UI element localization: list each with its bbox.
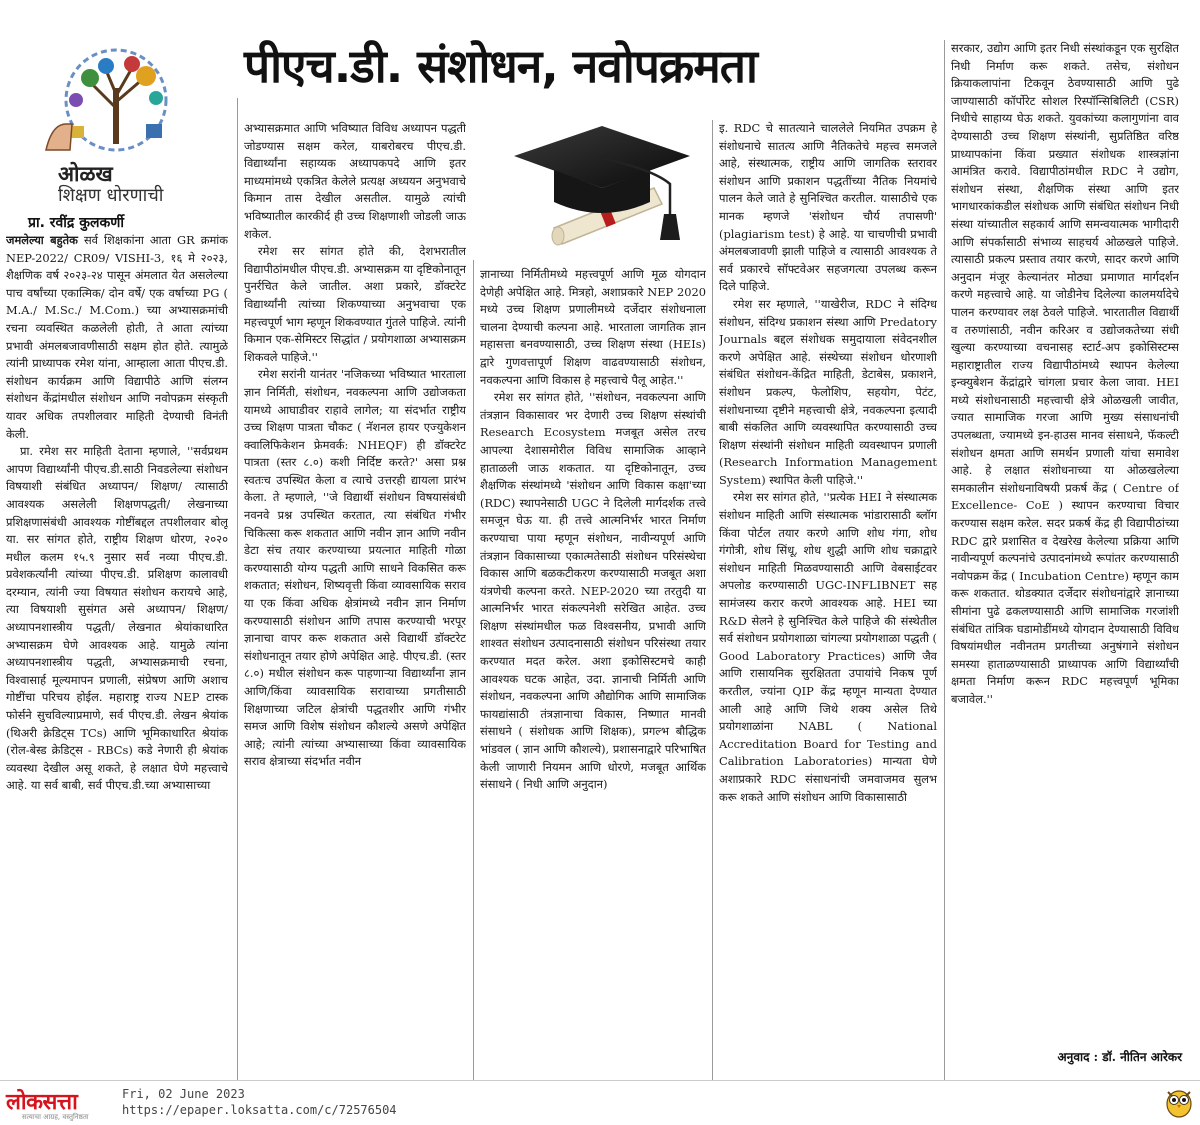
series-subtitle: शिक्षण धोरणाची (58, 185, 164, 206)
series-tag: ओळख (58, 162, 113, 186)
source-url[interactable]: https://epaper.loksatta.com/c/72576504 (122, 1103, 397, 1117)
article-column-4 (719, 120, 937, 1078)
column-rule (944, 40, 945, 1080)
paragraph: रमेश सर सांगत होते की, देशभरातील विद्यापीठांमधील पीएच.डी. अभ्यासक्रम या दृष्टिकोनातून पुनर्रचित केले जातील. अशा प्रकारे, डॉक्टरेट विद्यार्थ्यांनी त्यांच्या शिकण्याच्या अनुभवाचा एक महत्त्वपूर्ण भाग म्हणून शिकवण्यात गुंतले पाहिजे. त्यांनी किमान एक-सेमिस्टर सिद्धांत / प्रयोगशाळा अभ्यासक्रम शिकवले पाहिजे.'' (244, 244, 466, 364)
article-column-2 (244, 120, 466, 1078)
publication-date: Fri, 02 June 2023 (122, 1087, 245, 1101)
paragraph: सरकार, उद्योग आणि इतर निधी संस्थांकडून एक सुरक्षित निधी निर्माण करू शकते. तसेच, संशोधन क्रियाकलापांना टिकवून ठेवण्यासाठी आणि पुढे जाण्यासाठी कॉर्पोरेट सोशल रिस्पॉन्सिबिलिटी (CSR) निधीचे साहाय्य घेऊ शकते. युवकांच्या कलागुणांना वाव देण्यासाठी उच्च शिक्षण संस्थांनी, सुप्रतिष्ठित वरिष्ठ प्राध्यापकांना किंवा प्रख्यात संशोधक शास्त्रज्ञांना आमंत्रित करावे. विद्यापीठांमधील RDC ने उद्योग, संशोधन संस्था, शैक्षणिक संस्था आणि इतर भागधारकांकडील संशोधक आणि संबंधित संशोधन निधी संस्था यांच्यातील सहकार्य आणि समन्वयात्मक भागीदारी आणि संपर्कासाठी संभाव्य साहचर्य ओळखले पाहिजे. त्यासाठी प्रकल्प प्रस्ताव तयार करणे, सादर करणे आणि अनुदान मंजूर केल्यानंतर मोठ्या प्रमाणात मार्गदर्शन करणे महत्त्वाचे आहे. या जोडीनेच दिलेल्या कालमर्यादेचे पालन करण्यावर लक्ष ठेवले पाहिजे. भारतातील विद्यार्थी व तरुणांसाठी, नवीन करिअर व उद्योजकतेच्या संधी खुल्या करण्याच्या वचनासह स्टार्ट-अप इकोसिस्टम्स महाराष्ट्रातील राज्य विद्यापीठांमध्ये स्थापन केलेल्या इन्क्युबेशन केंद्रांद्वारे चांगला प्रचार केला जावा. HEI मध्ये संशोधनासाठी महत्त्वाची क्षेत्रे ओळखली जावीत, ज्यात सामाजिक गरजा आणि मुख्य संसाधनांची उपलब्धता, ज्यामध्ये इन-हाउस मानव संसाधने, फॅकल्टी संशोधन क्षमता आणि समर्थन प्रणाली यांचा समावेश आहे. हे लक्षात संशोधनाच्या या ओळखलेल्या समकालीन संशोधनाविषयी प्रकर्ष केंद्र ( Centre of Excellence- CoE ) स्थापन करण्याचा विचार करण्यास सक्षम करेल. सदर प्रकर्ष केंद्र ही विद्यापीठांच्या RDC द्वारे प्रशासित व देखरेख केलेल्या प्रक्रिया आणि नावीन्यपूर्ण कल्पनांचे उत्पादनांमध्ये रूपांतर करण्यासाठी नवोपक्रम केंद्र ( Incubation Centre) म्हणून काम करू शकतात. थोडक्यात दर्जेदार संशोधनांद्वारे ज्ञानाच्या सीमांना पुढे ढकलण्यासाठी आणि सामाजिक गरजांशी संबंधित तांत्रिक घडामोडींमध्ये योगदान देण्यासाठी विविध विषयांमधील नवीनतम प्रगतीच्या अनुषंगाने संशोधन समस्या हाताळण्यासाठी प्राध्यापक आणि विद्यार्थ्यांची क्षमता निर्माण करून RDC महत्त्वपूर्ण भूमिका बजावेल.'' (951, 41, 1179, 706)
article-column-3 (480, 266, 706, 1078)
owl-icon (1164, 1086, 1194, 1118)
graduation-cap-diploma-icon (484, 108, 704, 258)
byline: प्रा. रवींद्र कुलकर्णी (28, 215, 124, 231)
paragraph: अभ्यासक्रमात आणि भविष्यात विविध अध्यापन पद्धती जोडण्यास सक्षम करेल, याबरोबरच पीएच.डी. विद्यार्थ्यांना सहाय्यक अध्यापकपदे आणि इतर माध्यमांमध्ये एकत्रित केलेले प्रत्यक्ष अध्ययन अनुभवाचे किमान तास देखील असतील. यामुळे त्यांची भविष्यातील कारकीर्द ही उच्च शिक्षणाशी जोडली जाऊ शकेल. (244, 121, 466, 241)
article-column-5 (951, 40, 1179, 1044)
page-title: पीएच.डी. संशोधन, नवोपक्रमता (244, 39, 757, 93)
paragraph: रमेश सर म्हणाले, ''याखेरीज, RDC ने संदिग्ध संशोधन, संदिग्ध प्रकाशन संस्था आणि Predatory Journals बद्दल संशोधक समुदायाला संवेदनशील करणे अपेक्षित आहे. संस्थेच्या संशोधन धोरणाशी संबंधित संशोधन-केंद्रित माहिती, डेटाबेस, प्रकाशने, संशोधन प्रकल्प, फेलोशिप, सहयोग, पेटंट, संशोधनाच्या दृष्टीने महत्त्वाची क्षेत्रे, नवकल्पना इत्यादी बाबी संकलित आणि व्यवस्थापित करण्यासाठी उच्च शिक्षण संस्थांनी संशोधन माहिती व्यवस्थापन प्रणाली (Research Information Management System) स्थापित केली पाहिजे.'' (719, 296, 937, 487)
paragraph: रमेश सर सांगत होते, ''संशोधन, नवकल्पना आणि तंत्रज्ञान विकासावर भर देणारी उच्च शिक्षण संस्थांची Research Ecosystem मजबूत असेल तरच आपल्या देशासमोरील विविध सामाजिक आव्हाने हाताळली जाऊ शकतात. या दृष्टिकोनातून, उच्च शैक्षणिक संस्थांमध्ये 'संशोधन आणि विकास कक्षा'च्या (RDC) स्थापनेसाठी UGC ने दिलेली मार्गदर्शक तत्त्वे समजून घेऊ या. ही तत्त्वे आत्मनिर्भर भारत निर्माण करण्याचा पाया म्हणून संशोधन, नावीन्यपूर्ण आणि तंत्रज्ञान विकासाच्या एकात्मतेसाठी संशोधन परिसंस्थेचा विकास आणि बळकटीकरण करण्यासाठी मजबूत अशा यंत्रणेची कल्पना करते. NEP-2020 च्या तरतुदी या आत्मनिर्भर भारत संकल्पनेशी सरेखित आहेत. उच्च शिक्षण संस्थांमधील फळ विश्वसनीय, प्रभावी आणि शाश्वत संशोधन उत्पादनासाठी संशोधन परिसंस्था तयार करण्यात मदत करेल. अशा इकोसिस्टमचे काही आवश्यक घटक आहेत, उदा. ज्ञानाची निर्मिती आणि संशोधन, नवकल्पना आणि औद्योगिक आणि सामाजिक फायद्यांसाठी तंत्रज्ञानाचा विकास, निष्णात मानवी संसाधने ( संशोधक आणि शिक्षक), प्रगल्भ बौद्धिक भांडवल ( ज्ञान आणि कौशल्ये), प्रशासनाद्वारे परिभाषित केली जाणारी नियमन आणि धोरणे, मजबूत आर्थिक संसाधने ( निधी आणि अनुदान) (480, 390, 706, 792)
tree-hand-logo-icon (6, 48, 228, 160)
brand-tagline: सत्याचा आग्रह, वस्तुनिष्ठता (22, 1113, 89, 1121)
lead-in: जमलेल्या बहुतेक (6, 233, 78, 247)
column-rule (237, 98, 238, 1080)
article-column-1 (6, 232, 228, 1078)
footer-rule (0, 1080, 1200, 1081)
paragraph: इ. RDC चे सातत्याने चाललेले नियमित उपक्रम हे संशोधनाचे सातत्य आणि नैतिकतेचे महत्त्व समजले आहे, संस्थात्मक, राष्ट्रीय आणि जागतिक स्तरावर संशोधन आणि प्रकाशन पद्धतींच्या नैतिक नियमांचे पालन केले जाते हे सुनिश्चित करतील. यासाठीचे एक मानक म्हणजे 'संशोधन चौर्य तपासणी' (plagiarism test) हे आहे. या चाचणीची प्रभावी अंमलबजावणी झाली पाहिजे व त्यासाठी आवश्यक ते सर्व प्रकारचे सॉफ्टवेअर सहजगत्या उपलब्ध करून दिले पाहिजे. (719, 121, 937, 294)
paragraph: प्रा. रमेश सर माहिती देताना म्हणाले, ''सर्वप्रथम आपण विद्यार्थ्यांनी पीएच.डी.साठी निवडलेल्या संशोधन विषयाशी संबंधित अध्यापन/ शिक्षण/ त्यासाठी आवश्यक असलेली शिक्षणपद्धती/ लेखनाच्या प्रशिक्षणासंबंधी आवश्यक गोष्टींबद्दल तपशीलवार बोलू या. सर सांगत होते, राष्ट्रीय शिक्षण धोरण, २०२० मधील कलम १५.९ नुसार सर्व नव्या पीएच.डी. प्रवेशकर्त्यांनी त्यांच्या पीएच.डी. प्रशिक्षण कालावधी दरम्यान, त्यांनी ज्या विषयात संशोधन करायचे आहे, त्या विषयाशी सुसंगत असे अध्यापन/ शिक्षण/ अध्यापनशास्त्रीय पद्धती/ लेखनात श्रेयांकाधारित अभ्यासक्रम घेणे आवश्यक आहे. यामुळे त्यांना अध्यापनशास्त्रीय पद्धती, अभ्यासक्रमाची रचना, विश्वासार्ह मूल्यमापन प्रणाली, संप्रेषण आणि अशाच गोष्टींचा परिचय होईल. महाराष्ट्र राज्य NEP टास्क फोर्सने सुचविल्याप्रमाणे, सर्व पीएच.डी. लेखन श्रेयांक (थिअरी क्रेडिट्स TCs) आणि भूमिकाधारित श्रेयांक (रोल-बेस्ड क्रेडिट्स - RBCs) कडे नेणारी ही श्रेयांक व्यवस्था देखील असू शकते, हे लक्षात घेणे महत्त्वाचे आहे. या सर्व बाबी, सर्व पीएच.डी.च्या अभ्यासाच्या (6, 444, 228, 793)
paragraph: रमेश सरांनी यानंतर 'नजिकच्या भविष्यात भारताला ज्ञान निर्मिती, संशोधन, नवकल्पना आणि उद्योजकता यामध्ये आघाडीवर राहावे लागेल; या संदर्भात राष्ट्रीय उच्च शिक्षण पात्रता चौकट ( नॅशनल हायर एज्युकेशन क्वालिफिकेशन फ्रेमवर्क: NHEQF) ही डॉक्टरेट पात्रता (स्तर ८.०) कशी निर्दिष्ट करते?' असा प्रश्न स्वतःच उपस्थित केला व त्याचे उत्तरही द्यायला प्रारंभ केला. ते म्हणाले, ''जे विद्यार्थी संशोधन विषयासंबंधी नवनवे प्रश्न उपस्थित करतात, त्या संबंधित गंभीर चिकित्सा करू शकतात आणि नवीन ज्ञान आणि नवीन डेटा संच तयार करण्याच्या प्रयत्नात माहिती गोळा करण्यासाठी योग्य पद्धती आणि साधने विकसित करू शकतात; संशोधन, शिष्यवृत्ती किंवा व्यावसायिक सराव या एक किंवा अधिक क्षेत्रांमध्ये नवीन ज्ञान निर्माण करण्यासाठी संशोधन आणि तपास करण्याची भरपूर ज्ञानाचा वापर करू शकतात असे विद्यार्थी डॉक्टरेट संशोधनातून तयार होणे अपेक्षित आहे. पीएच.डी. (स्तर ८.०) मधील संशोधन करू पाहणाऱ्या विद्यार्थ्यांना ज्ञान आणि/किंवा व्यावसायिक सरावाच्या प्रगतीसाठी शिक्षणाच्या जटिल क्षेत्रांची पद्धतशीर आणि गंभीर समज आणि विशेष संशोधन कौशल्ये असणे अपेक्षित आहे; त्यांनी त्यांच्या अभ्यासाच्या किंवा व्यावसायिक सराव क्षेत्राच्या संदर्भात नवीन (244, 367, 466, 769)
paragraph (6, 232, 228, 443)
column-rule (712, 120, 713, 1080)
column-rule (473, 260, 474, 1080)
brand-logo: लोकसत्ता (6, 1090, 78, 1115)
paragraph: रमेश सर सांगत होते, ''प्रत्येक HEI ने संस्थात्मक संशोधन माहिती आणि संस्थात्मक भांडारासाठी ब्लॉग किंवा पोर्टल तयार करणे आणि शोध गंगा, शोध गंगोत्री, शोध सिंधू, शोध शुद्धी आणि शोध चक्राद्वारे संशोधन माहिती मिळवण्यासाठी आणि वेबसाईटवर अपलोड करण्यासाठी UGC-INFLIBNET सह सामंजस्य करार करणे आवश्यक आहे. HEI च्या R&D सेलने हे सुनिश्चित केले पाहिजे की संस्थेतील सर्व संशोधन प्रयोगशाळा चांगल्या प्रयोगशाळा पद्धती ( Good Laboratory Practices) आणि जैव आणि रासायनिक सुरक्षितता उपायांचे निकष पूर्ण करतील, ज्यांना QIP केंद्र म्हणून मान्यता देण्यात आली आहे आणि जिथे शक्य असेल तिथे प्रयोगशाळांना NABL ( National Accreditation Board for Testing and Calibration Laboratories) मान्यता घेणे अशाप्रकारे RDC संसाधनांची जमवाजमव सुलभ करू शकते आणि संशोधन आणि विकासासाठी (719, 490, 937, 804)
paragraph-text: सर्व शिक्षकांना आता GR क्रमांक NEP-2022/ CR09/ VISHI-3, १६ मे २०२३, शैक्षणिक वर्ष २०२३-२४ पासून अंमलात येत असलेल्या पाच वर्षांच्या एकात्मिक/ दोन वर्षे/ एक वर्षाच्या PG ( M.A./ M.Sc./ M.Com.) च्या अभ्यासक्रमांची रचना व्यवस्थित कळलेली होती, ते आता त्यांच्या प्रभावी अंमलबजावणीसाठी सक्षम होत होते. त्यामुळे त्यांनी प्राध्यापक रमेश यांना, आम्हाला आता पीएच.डी. संशोधन कार्यक्रम आणि विद्यापीठे आणि संलग्न संशोधन केंद्रांमधील संशोधन आणि नवोपक्रम संस्कृती यावर अधिक तपशीलवार माहिती देण्याची विनंती केली. (6, 233, 228, 441)
translator-credit: अनुवाद : डॉ. नीतिन आरेकर (1057, 1050, 1182, 1064)
publication-meta (122, 1086, 397, 1118)
paragraph: ज्ञानाच्या निर्मितीमध्ये महत्त्वपूर्ण आणि मूळ योगदान देणेही अपेक्षित आहे. मित्रहो, अशाप्रकारे NEP 2020 मध्ये उच्च शिक्षण प्रणालीमध्ये दर्जेदार संशोधनाला चालना देण्याची कल्पना आहे. भारताला जागतिक ज्ञान महासत्ता बनवण्यासाठी, उच्च शिक्षण संस्था (HEIs) द्वारे गुणवत्तापूर्ण शिक्षण वाढवण्यासाठी संशोधन, नवकल्पना आणि विकास हे महत्त्वाचे पैलू आहेत.'' (480, 267, 706, 387)
